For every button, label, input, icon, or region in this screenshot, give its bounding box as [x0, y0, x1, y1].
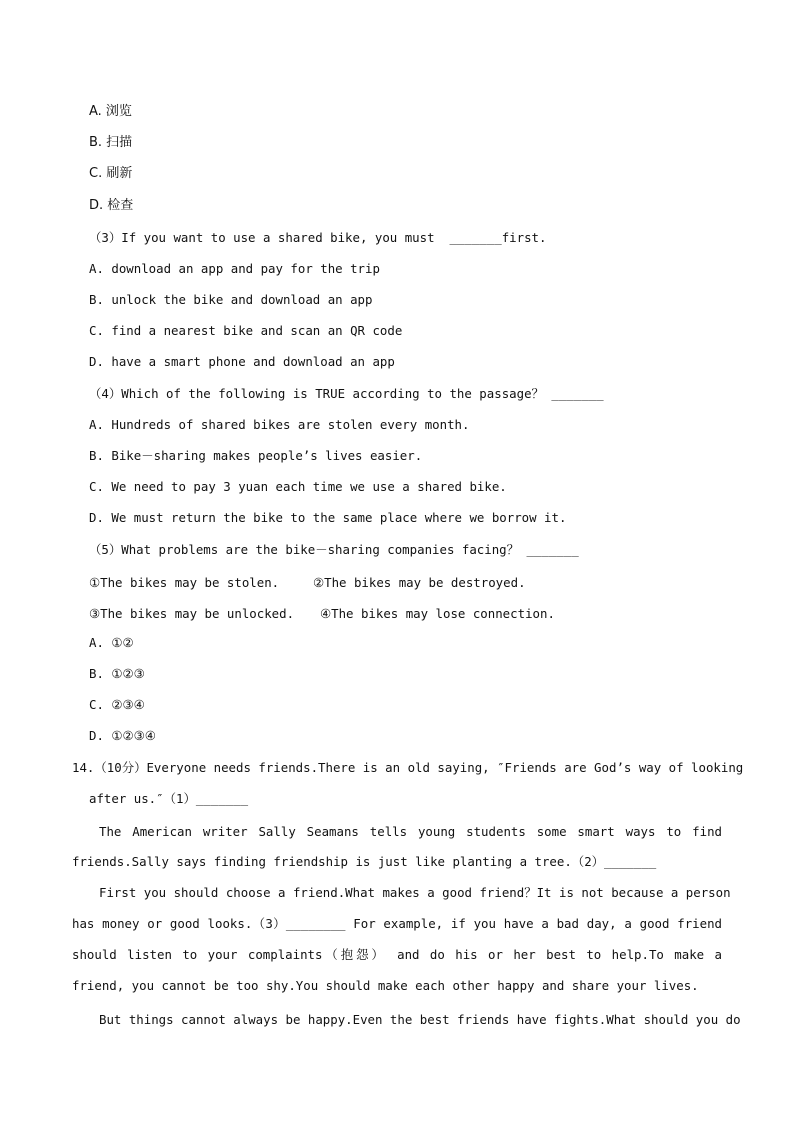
q3-option-b: B. unlock the bike and download an app — [89, 292, 373, 307]
question-14-line-1: 14.（10分）Everyone needs friends.There is an old saying, ″Friends are God’s way of looking — [72, 760, 744, 775]
question-4-stem: （4）Which of the following is TRUE according to the passage？ _______ — [89, 386, 604, 401]
q5-option-a: A. ①② — [89, 635, 134, 650]
option-c: C. 刷新 — [89, 166, 133, 181]
option-d: D. 检查 — [89, 198, 134, 213]
q4-option-a: A. Hundreds of shared bikes are stolen every month. — [89, 417, 470, 432]
paragraph-1-line-2: friends.Sally says finding friendship is just like planting a tree.（2）_______ — [72, 854, 657, 869]
paragraph-2-line-3: should listen to your complaints（抱怨） and do his or her best to help.To make a — [72, 947, 722, 962]
option-b: B. 扫描 — [89, 135, 133, 150]
q5-option-c: C. ②③④ — [89, 697, 145, 712]
q5-statement-4: ④The bikes may lose connection. — [320, 606, 555, 621]
q5-option-d: D. ①②③④ — [89, 728, 156, 743]
q3-option-d: D. have a smart phone and download an app — [89, 354, 395, 369]
question-14-line-2: after us.″（1）_______ — [89, 791, 249, 806]
question-3-stem: （3）If you want to use a shared bike, you must _______first. — [89, 230, 547, 245]
paragraph-1-line-1: The American writer Sally Seamans tells young students some smart ways to find — [99, 824, 722, 839]
q5-statement-1: ①The bikes may be stolen. — [89, 575, 280, 590]
q5-statement-2: ②The bikes may be destroyed. — [313, 575, 526, 590]
paragraph-2-line-4: friend, you cannot be too shy.You should make each other happy and share your lives. — [72, 978, 699, 993]
paragraph-3-line-1: But things cannot always be happy.Even the best friends have fights.What should you do — [99, 1012, 741, 1027]
q4-option-c: C. We need to pay 3 yuan each time we use a shared bike. — [89, 479, 507, 494]
q5-statement-3: ③The bikes may be unlocked. — [89, 606, 295, 621]
q3-option-c: C. find a nearest bike and scan an QR code — [89, 323, 403, 338]
paragraph-2-line-1: First you should choose a friend.What makes a good friend？It is not because a person — [99, 885, 731, 900]
q4-option-d: D. We must return the bike to the same place where we borrow it. — [89, 510, 567, 525]
question-5-stem: （5）What problems are the bike－sharing companies facing？ _______ — [89, 542, 579, 557]
q3-option-a: A. download an app and pay for the trip — [89, 261, 380, 276]
q4-option-b: B. Bike－sharing makes people’s lives easier. — [89, 448, 423, 463]
option-a: A. 浏览 — [89, 104, 132, 119]
paragraph-2-line-2: has money or good looks.（3）________ For example, if you have a bad day, a good friend — [72, 916, 722, 931]
q5-option-b: B. ①②③ — [89, 666, 145, 681]
